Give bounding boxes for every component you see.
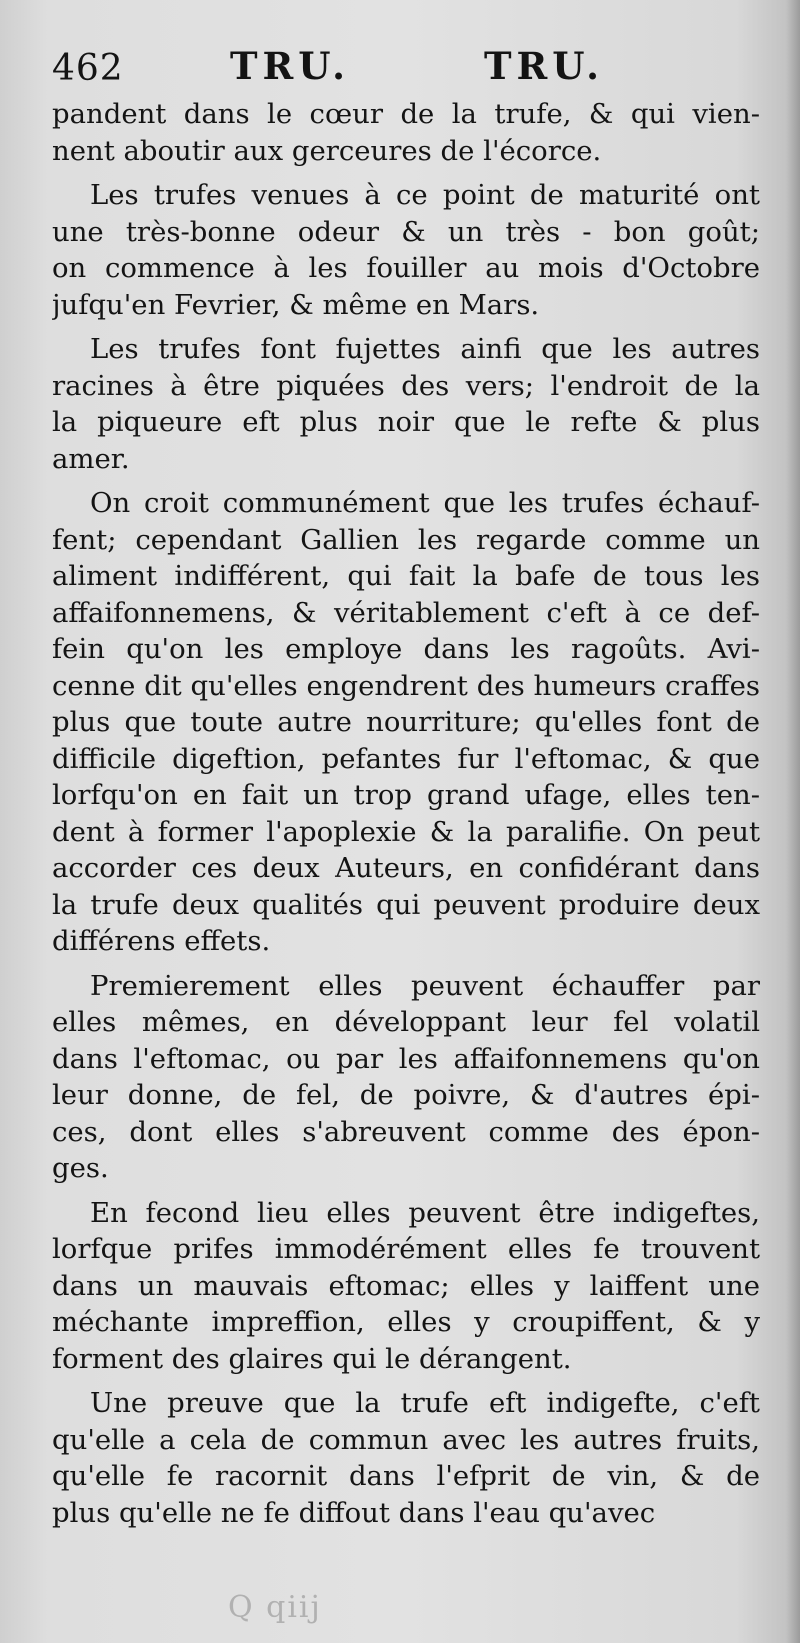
text-line: Premierement elles peuvent échauffer par [90,969,760,1002]
text-line: dent à former l'apoplexie & la paralifie. On peut [52,815,760,848]
show-through-signature: Q qiij [228,1590,322,1625]
text-line: ces, dont elles s'abreuvent comme des épon- [52,1115,760,1148]
paragraph [52,485,760,960]
text-line: lorfqu'on en fait un trop grand ufage, elles ten- [52,779,760,811]
text-line: lorfque prifes immodérément elles fe trouvent [52,1233,760,1265]
text-line: En fecond lieu elles peuvent être indigeftes, [90,1196,760,1229]
paragraph-gap [52,169,760,177]
paragraph [52,177,760,323]
text-line: dans l'eftomac, ou par les affaifonnemens qu'on [52,1042,760,1075]
text-line: la piqueure eft plus noir que le refte & plus [52,406,760,438]
text-line: une très-bonne odeur & un très - bon goût; [52,215,760,248]
paragraph [52,968,760,1187]
text-line: nent aboutir aux gerceures de l'écorce. [52,134,602,167]
paragraph-gap [52,960,760,968]
paragraph-gap [52,323,760,331]
page-number: 462 [52,48,124,89]
text-line: On croit communément que les trufes échauf- [90,487,760,519]
text-line: Les trufes venues à ce point de maturité ont [90,179,760,211]
text-line: cenne dit qu'elles engendrent des humeurs craffes [52,669,760,702]
text-line: méchante impreffion, elles y croupiffent, & y [52,1306,760,1338]
running-head-right: TRU. [484,44,605,88]
text-line: amer. [52,442,130,475]
running-head-left: TRU. [230,44,351,88]
page-header [52,44,760,94]
text-line: difficile digeftion, pefantes fur l'eftomac, & que [52,742,760,775]
paragraph-gap [52,1187,760,1195]
text-line: fein qu'on les employe dans les ragoûts. Avi- [52,633,760,665]
paragraph [52,331,760,477]
text-line: plus qu'elle ne fe diffout dans l'eau qu'avec [52,1496,656,1529]
text-line: la trufe deux qualités qui peuvent produire deux [52,888,760,921]
paragraph-gap [52,477,760,485]
text-line: pandent dans le cœur de la trufe, & qui vien- [52,98,760,130]
text-line: dans un mauvais eftomac; elles y laiffent une [52,1269,760,1302]
paragraph [52,96,760,169]
text-line: jufqu'en Fevrier, & même en Mars. [52,288,540,321]
text-line: fent; cependant Gallien les regarde comme un [52,523,760,556]
text-line: accorder ces deux Auteurs, en confidérant dans [52,852,760,884]
paragraph-gap [52,1377,760,1385]
text-line: Une preuve que la trufe eft indigefte, c'eft [90,1387,760,1419]
body-text [52,96,760,1531]
text-line: différens effets. [52,925,271,957]
paragraph [52,1195,760,1378]
text-line: qu'elle fe racornit dans l'efprit de vin, & de [52,1460,760,1492]
text-line: Les trufes font fujettes ainfi que les autres [90,333,760,365]
text-line: qu'elle a cela de commun avec les autres fruits, [52,1423,760,1456]
text-line: plus que toute autre nourriture; qu'elles font de [52,706,760,738]
text-line: on commence à les fouiller au mois d'Octobre [52,252,760,284]
text-line: ges. [52,1152,109,1184]
text-line: affaifonnemens, & véritablement c'eft à ce def- [52,596,760,629]
paragraph [52,1385,760,1531]
text-line: elles mêmes, en développant leur fel volatil [52,1006,760,1038]
text-line: leur donne, de fel, de poivre, & d'autres épi- [52,1079,760,1111]
text-line: racines à être piquées des vers; l'endroit de la [52,369,760,402]
text-line: aliment indifférent, qui fait la bafe de tous les [52,560,760,592]
text-line: forment des glaires qui le dérangent. [52,1342,572,1375]
